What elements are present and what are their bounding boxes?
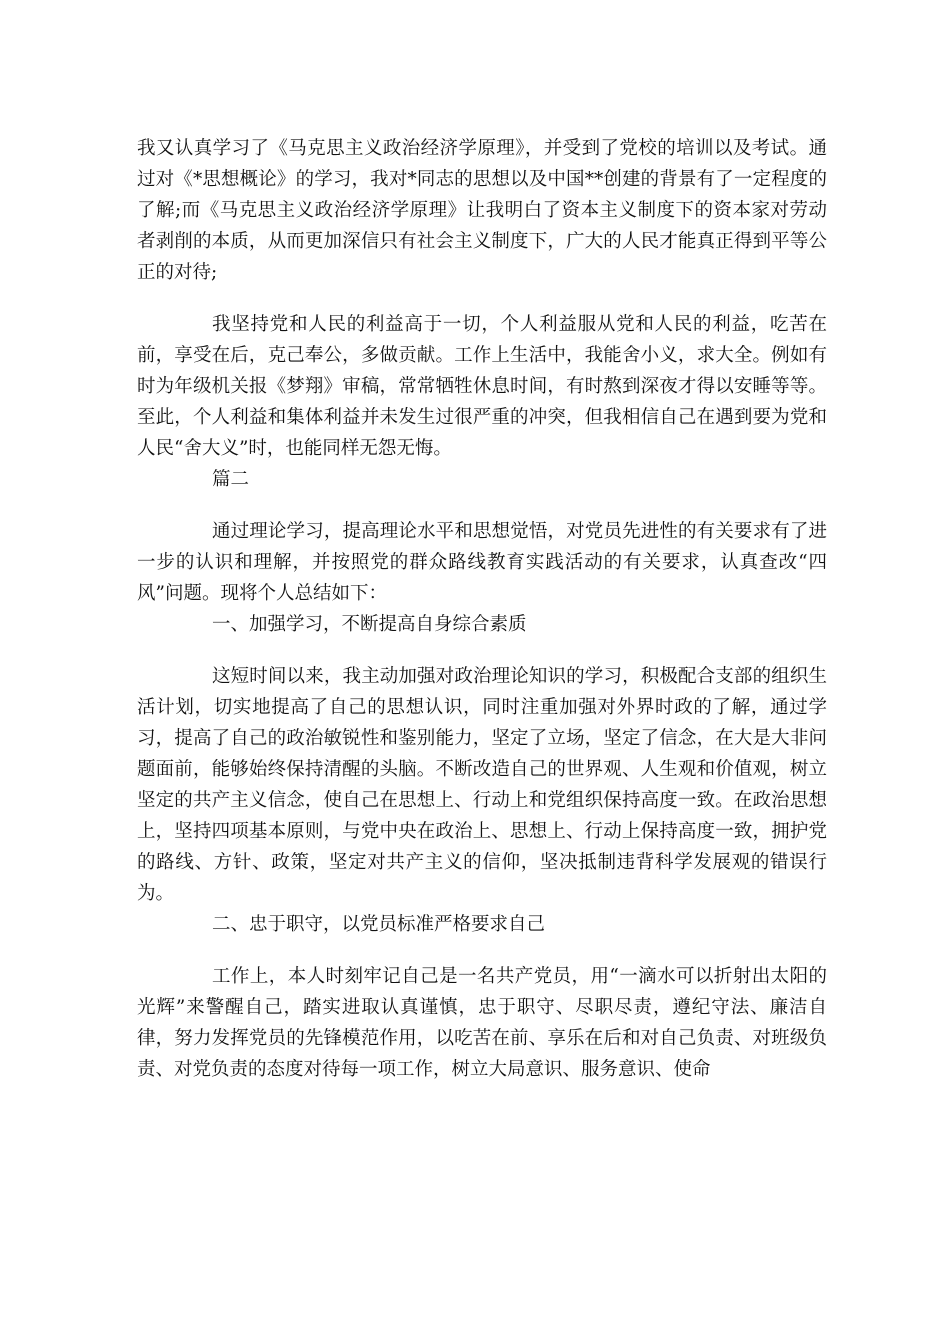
- paragraph-party-interest: 我坚持党和人民的利益高于一切，个人利益服从党和人民的利益，吃苦在前，享受在后，克己奉公，多做贡献。工作上生活中，我能舍小义，求大全。例如有时为年级机关报《梦翔》审稿，常常牺牲休息时间，有时熬到深夜才得以安睡等等。至此，个人利益和集体利益并未发生过很严重的冲突，但我相信自己在遇到要为党和人民“舍大义”时，也能同样无怨无悔。: [137, 314, 827, 459]
- heading-loyal-duty: 二、忠于职守，以党员标准严格要求自己: [212, 914, 546, 935]
- paragraph-political-study: 这短时间以来，我主动加强对政治理论知识的学习，积极配合支部的组织生活计划，切实地提高了自己的思想认识，同时注重加强对外界时政的了解，通过学习，提高了自己的政治敏锐性和鉴别能力，坚定了立场，坚定了信念，在大是大非问题面前，能够始终保持清醒的头脑。不断改造自己的世界观、人生观和价值观，树立坚定的共产主义信念，使自己在思想上、行动上和党组织保持高度一致。在政治思想上，坚持四项基本原则，与党中央在政治上、思想上、行动上保持高度一致，拥护党的路线、方针、政策，坚定对共产主义的信仰，坚决抵制违背科学发展观的错误行为。: [137, 666, 827, 904]
- paragraph-intro-summary: 通过理论学习，提高理论水平和思想觉悟，对党员先进性的有关要求有了进一步的认识和理解，并按照党的群众路线教育实践活动的有关要求，认真查改“四风”问题。现将个人总结如下：: [137, 521, 827, 604]
- document-page: [137, 133, 827, 1085]
- paragraph-study-theory: 我又认真学习了《马克思主义政治经济学原理》，并受到了党校的培训以及考试。通过对《*思想概论》的学习，我对*同志的思想以及中国**创建的背景有了一定程度的了解;而《马克思主义政治经济学原理》让我明白了资本主义制度下的资本家对劳动者剥削的本质，从而更加深信只有社会主义制度下，广大的人民才能真正得到平等公正的对待;: [137, 138, 827, 283]
- heading-strengthen-study: 一、加强学习，不断提高自身综合素质: [212, 614, 527, 635]
- section-title-part-two: 篇二: [212, 469, 250, 490]
- paragraph-work-duty: 工作上，本人时刻牢记自己是一名共产党员，用“一滴水可以折射出太阳的光辉”来警醒自己，踏实进取认真谨慎，忠于职守、尽职尽责，遵纪守法、廉洁自律，努力发挥党员的先锋模范作用，以吃苦在前、享乐在后和对自己负责、对班级负责、对党负责的态度对待每一项工作，树立大局意识、服务意识、使命: [137, 966, 827, 1080]
